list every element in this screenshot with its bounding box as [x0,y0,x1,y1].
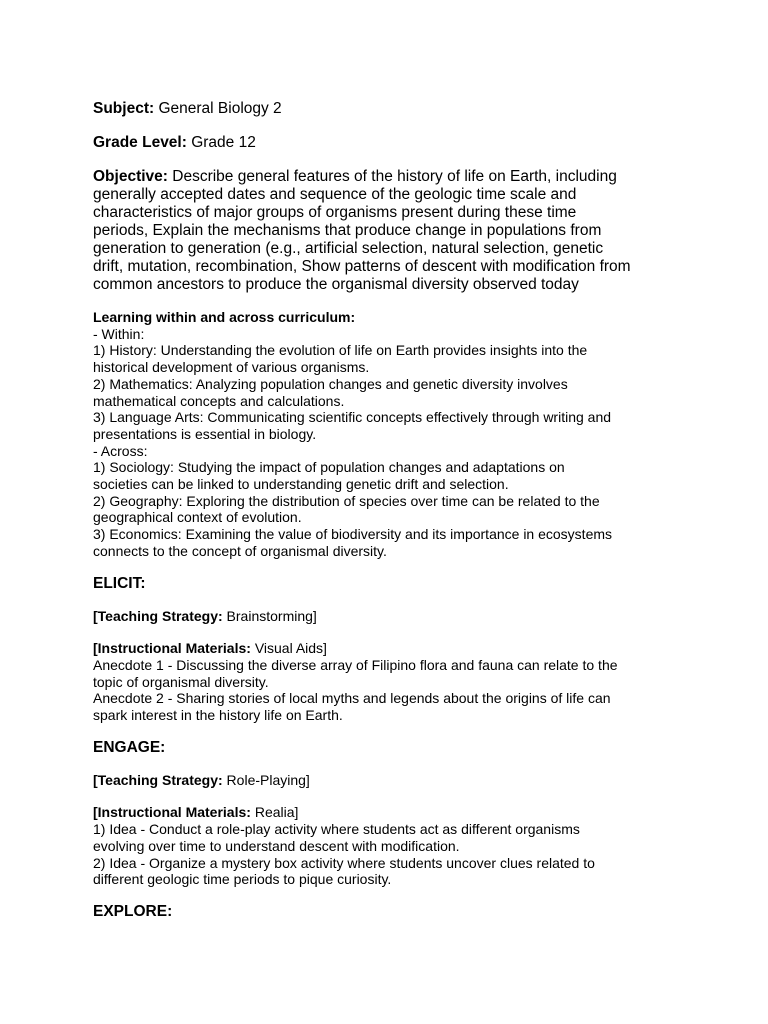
learning-line: 3) Economics: Examining the value of biodiversity and its importance in ecosystems [93,526,613,543]
document-page [93,100,693,921]
bracket: [ [93,607,98,624]
objective-line: characteristics of major groups of organisms present during these time [93,204,577,221]
subject-value: General Biology 2 [154,100,282,117]
objective-line: drift, mutation, recombination, Show patterns of descent with modification from [93,258,631,275]
objective-line: common ancestors to produce the organismal diversity observed today [93,276,579,293]
materials-label: Instructional Materials: [97,804,251,821]
bracket: [ [93,804,98,821]
engage-materials-block [93,804,693,888]
engage-strategy [93,772,693,789]
learning-line: geographical context of evolution. [93,509,302,526]
materials-value: Visual Aids] [250,640,327,657]
subject-line [93,100,693,118]
learning-line: 3) Language Arts: Communicating scientific concepts effectively through writing and [93,409,612,426]
elicit-line: Anecdote 1 - Discussing the diverse array of Filipino flora and fauna can relate to the [93,656,618,673]
strategy-label: Teaching Strategy: [97,607,223,624]
learning-heading: Learning within and across curriculum: [93,309,356,325]
grade-value: Grade 12 [186,134,256,151]
grade-line [93,134,693,152]
learning-line: - Within: [93,325,145,342]
objective-label: Objective: [93,168,168,185]
learning-line: presentations is essential in biology. [93,425,317,442]
learning-block [93,309,693,560]
learning-line: 1) History: Understanding the evolution of life on Earth provides insights into the [93,342,588,359]
materials-label: Instructional Materials: [97,640,251,657]
strategy-value: Brainstorming] [222,607,317,624]
strategy-label: Teaching Strategy: [97,771,223,788]
bracket: [ [93,771,98,788]
grade-label: Grade Level: [93,134,187,151]
elicit-line: spark interest in the history life on Earth. [93,707,343,724]
bracket: [ [93,640,98,657]
learning-line: - Across: [93,442,148,459]
explore-heading: EXPLORE: [93,902,173,920]
learning-line: mathematical concepts and calculations. [93,392,345,409]
engage-line: evolving over time to understand descent with modification. [93,837,460,854]
engage-line: 1) Idea - Conduct a role-play activity where students act as different organisms [93,821,580,838]
learning-line: 2) Mathematics: Analyzing population changes and genetic diversity involves [93,375,568,392]
engage-line: 2) Idea - Organize a mystery box activity where students uncover clues related to [93,854,595,871]
objective-line: generally accepted dates and sequence of the geologic time scale and [93,186,577,203]
strategy-value: Role-Playing] [222,771,310,788]
elicit-line: topic of organismal diversity. [93,673,269,690]
subject-label: Subject: [93,100,155,117]
elicit-materials-block [93,640,693,724]
elicit-heading: ELICIT: [93,574,146,592]
learning-line: 1) Sociology: Studying the impact of population changes and adaptations on [93,459,565,476]
learning-line: 2) Geography: Exploring the distribution of species over time can be related to the [93,492,600,509]
objective-block [93,168,693,294]
objective-line: periods, Explain the mechanisms that produce change in populations from [93,222,602,239]
materials-value: Realia] [250,804,299,821]
learning-line: societies can be linked to understanding genetic drift and selection. [93,476,509,493]
learning-line: connects to the concept of organismal diversity. [93,542,387,559]
elicit-strategy [93,608,693,625]
objective-line: generation to generation (e.g., artificial selection, natural selection, genetic [93,240,604,257]
elicit-line: Anecdote 2 - Sharing stories of local myths and legends about the origins of life can [93,690,611,707]
learning-line: historical development of various organisms. [93,359,370,376]
engage-line: different geologic time periods to pique curiosity. [93,871,392,888]
objective-line: Describe general features of the history of life on Earth, including [167,168,617,185]
engage-heading: ENGAGE: [93,738,166,756]
